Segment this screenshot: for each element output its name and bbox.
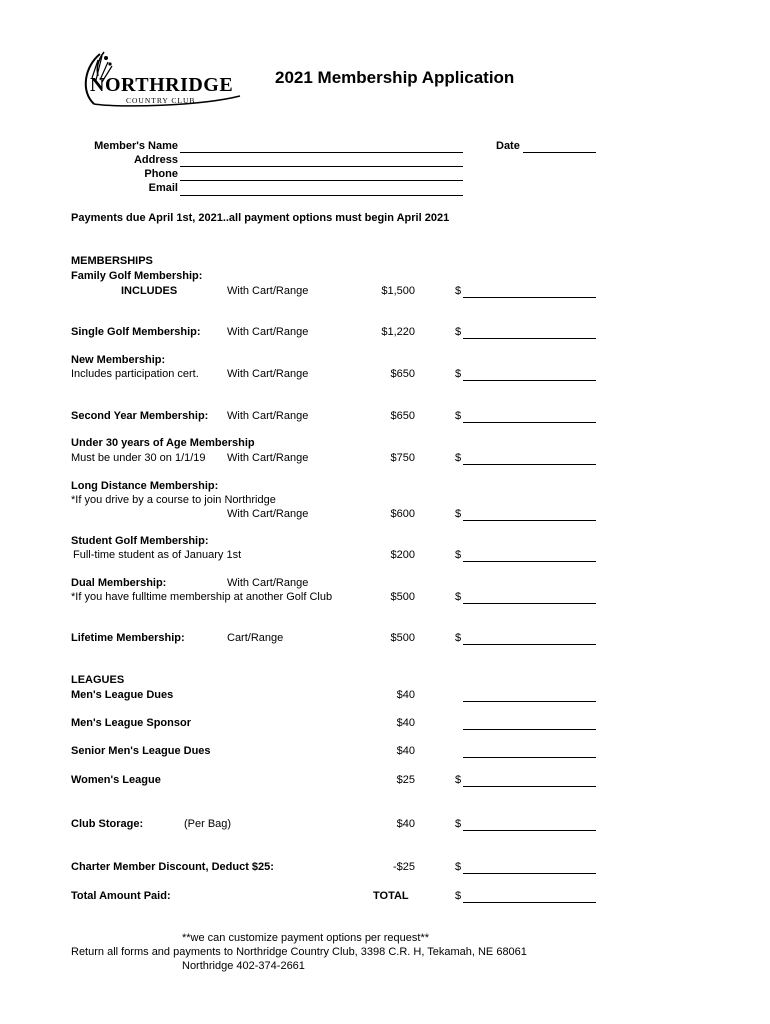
footer-customize-note: **we can customize payment options per request** <box>182 932 430 944</box>
senior-label: Senior Men's League Dues <box>71 745 211 757</box>
under30-label: Under 30 years of Age Membership <box>71 437 255 449</box>
mens-sponsor-amount-line[interactable] <box>463 729 596 730</box>
field-label-address: Address <box>133 154 178 166</box>
footer-phone: Northridge 402-374-2661 <box>182 960 305 972</box>
memberships-heading: MEMBERSHIPS <box>71 255 153 267</box>
single-option: With Cart/Range <box>227 326 309 338</box>
date-input-line[interactable] <box>523 152 596 153</box>
new-option: With Cart/Range <box>227 368 309 380</box>
mens-dues-price: $40 <box>396 689 415 701</box>
dual-note: *If you have fulltime membership at another Golf Club <box>71 591 333 603</box>
student-label: Student Golf Membership: <box>71 535 209 547</box>
senior-amount-line[interactable] <box>463 757 596 758</box>
second-amount-line[interactable] <box>463 422 596 423</box>
lifetime-amount-line[interactable] <box>463 644 596 645</box>
address-input-line[interactable] <box>180 166 463 167</box>
storage-currency: $ <box>455 818 462 830</box>
family-includes: INCLUDES <box>121 285 178 297</box>
storage-note: (Per Bag) <box>184 818 232 830</box>
dual-option: With Cart/Range <box>227 577 309 589</box>
discount-label: Charter Member Discount, Deduct $25: <box>71 861 274 873</box>
family-price: $1,500 <box>381 285 415 297</box>
student-price: $200 <box>390 549 415 561</box>
total-currency: $ <box>455 890 462 902</box>
womens-label: Women's League <box>71 774 161 786</box>
long-option: With Cart/Range <box>227 508 309 520</box>
field-label-phone: Phone <box>144 168 178 180</box>
phone-input-line[interactable] <box>180 180 463 181</box>
storage-price: $40 <box>396 818 415 830</box>
student-currency: $ <box>455 549 462 561</box>
senior-price: $40 <box>396 745 415 757</box>
new-amount-line[interactable] <box>463 380 596 381</box>
student-note: Full-time student as of January 1st <box>73 549 242 561</box>
total-label: Total Amount Paid: <box>71 890 171 902</box>
long-label: Long Distance Membership: <box>71 480 219 492</box>
second-currency: $ <box>455 410 462 422</box>
womens-price: $25 <box>396 774 415 786</box>
logo-name: NORTHRIDGE <box>90 74 234 96</box>
mens-sponsor-label: Men's League Sponsor <box>71 717 191 729</box>
name-input-line[interactable] <box>180 152 463 153</box>
womens-amount-line[interactable] <box>463 786 596 787</box>
field-label-name: Member's Name <box>94 140 178 152</box>
logo-subtitle: COUNTRY CLUB <box>126 96 196 105</box>
lifetime-currency: $ <box>455 632 462 644</box>
single-label: Single Golf Membership: <box>71 326 201 338</box>
second-price: $650 <box>390 410 415 422</box>
lifetime-option: Cart/Range <box>227 632 284 644</box>
student-amount-line[interactable] <box>463 561 596 562</box>
mens-sponsor-price: $40 <box>396 717 415 729</box>
family-amount-line[interactable] <box>463 297 596 298</box>
long-note: *If you drive by a course to join Northridge <box>71 494 276 506</box>
long-currency: $ <box>455 508 462 520</box>
new-currency: $ <box>455 368 462 380</box>
family-option: With Cart/Range <box>227 285 309 297</box>
under30-note: Must be under 30 on 1/1/19 <box>71 452 206 464</box>
dual-price: $500 <box>390 591 415 603</box>
storage-label: Club Storage: <box>71 818 144 830</box>
email-input-line[interactable] <box>180 195 463 196</box>
under30-option: With Cart/Range <box>227 452 309 464</box>
mens-dues-amount-line[interactable] <box>463 701 596 702</box>
discount-amount-line[interactable] <box>463 873 596 874</box>
dual-label: Dual Membership: <box>71 577 167 589</box>
second-option: With Cart/Range <box>227 410 309 422</box>
club-logo <box>80 46 246 116</box>
storage-amount-line[interactable] <box>463 830 596 831</box>
under30-price: $750 <box>390 452 415 464</box>
mens-dues-label: Men's League Dues <box>71 689 174 701</box>
long-amount-line[interactable] <box>463 520 596 521</box>
single-price: $1,220 <box>381 326 415 338</box>
page-title: 2021 Membership Application <box>275 68 515 87</box>
dual-amount-line[interactable] <box>463 603 596 604</box>
payments-note: Payments due April 1st, 2021..all payment options must begin April 2021 <box>71 212 450 224</box>
discount-currency: $ <box>455 861 462 873</box>
long-price: $600 <box>390 508 415 520</box>
single-currency: $ <box>455 326 462 338</box>
second-label: Second Year Membership: <box>71 410 209 422</box>
total-word: TOTAL <box>373 890 409 902</box>
field-label-email: Email <box>148 182 178 194</box>
new-price: $650 <box>390 368 415 380</box>
under30-currency: $ <box>455 452 462 464</box>
dual-currency: $ <box>455 591 462 603</box>
single-amount-line[interactable] <box>463 338 596 339</box>
total-amount-line[interactable] <box>463 902 596 903</box>
leagues-heading: LEAGUES <box>71 674 125 686</box>
lifetime-price: $500 <box>390 632 415 644</box>
womens-currency: $ <box>455 774 462 786</box>
lifetime-label: Lifetime Membership: <box>71 632 185 644</box>
discount-price: -$25 <box>392 861 415 873</box>
new-note: Includes participation cert. <box>71 368 199 380</box>
under30-amount-line[interactable] <box>463 464 596 465</box>
family-label: Family Golf Membership: <box>71 270 203 282</box>
footer-return-address: Return all forms and payments to Northridge Country Club, 3398 C.R. H, Tekamah, NE 68061 <box>71 946 527 958</box>
field-label-date: Date <box>496 140 520 152</box>
family-currency: $ <box>455 285 462 297</box>
new-label: New Membership: <box>71 354 166 366</box>
